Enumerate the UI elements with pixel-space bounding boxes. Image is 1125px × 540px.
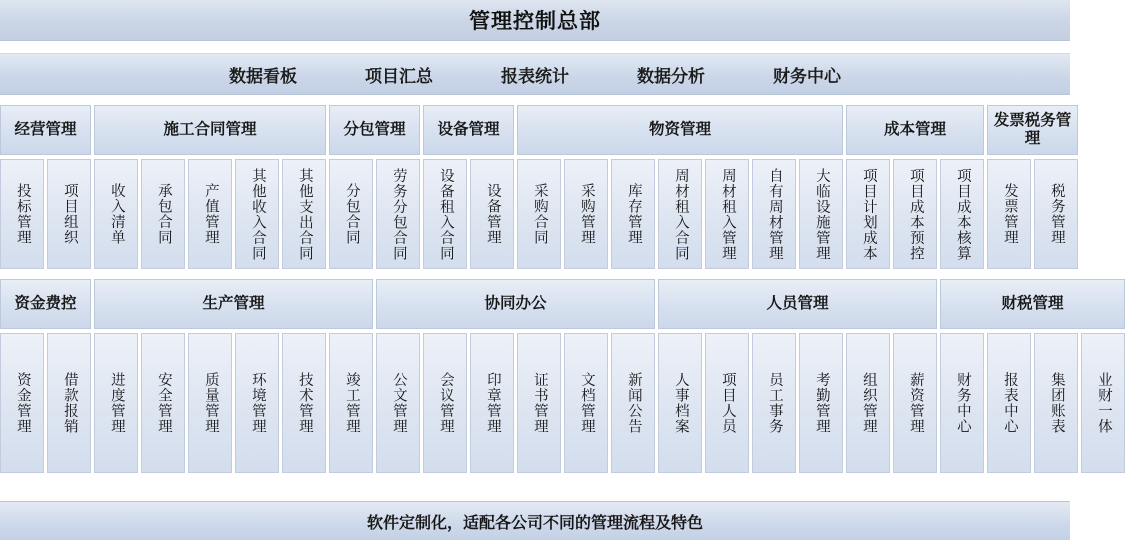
footer-bar — [0, 501, 1070, 540]
module-row-1 — [0, 105, 1070, 269]
module-group — [0, 105, 91, 269]
module-item-list — [940, 333, 1125, 473]
module-item[interactable]: 薪资管理 — [893, 333, 937, 473]
module-group-header[interactable]: 协同办公 — [376, 279, 655, 329]
module-item[interactable]: 大临设施管理 — [799, 159, 843, 269]
module-group-header[interactable]: 财税管理 — [940, 279, 1125, 329]
module-group — [94, 105, 326, 269]
module-item[interactable]: 采购管理 — [564, 159, 608, 269]
module-item[interactable]: 周材租入合同 — [658, 159, 702, 269]
module-item[interactable]: 项目组织 — [47, 159, 91, 269]
module-item-list — [329, 159, 420, 269]
module-item[interactable]: 设备管理 — [470, 159, 514, 269]
module-item[interactable]: 采购合同 — [517, 159, 561, 269]
module-item[interactable]: 其他支出合同 — [282, 159, 326, 269]
page-title-bar — [0, 0, 1070, 41]
module-item[interactable]: 印章管理 — [470, 333, 514, 473]
module-group — [846, 105, 984, 269]
module-group — [329, 105, 420, 269]
module-item[interactable]: 产值管理 — [188, 159, 232, 269]
module-group-header[interactable]: 成本管理 — [846, 105, 984, 155]
module-item[interactable]: 环境管理 — [235, 333, 279, 473]
module-item-list — [376, 333, 655, 473]
module-item[interactable]: 会议管理 — [423, 333, 467, 473]
module-item-list — [846, 159, 984, 269]
module-item-list — [94, 333, 373, 473]
module-item[interactable]: 自有周材管理 — [752, 159, 796, 269]
module-item[interactable]: 投标管理 — [0, 159, 44, 269]
module-item-list — [94, 159, 326, 269]
module-item[interactable]: 质量管理 — [188, 333, 232, 473]
module-item[interactable]: 项目成本预控 — [893, 159, 937, 269]
module-group-header[interactable]: 物资管理 — [517, 105, 843, 155]
module-item[interactable]: 资金管理 — [0, 333, 44, 473]
module-item[interactable]: 公文管理 — [376, 333, 420, 473]
module-item[interactable]: 借款报销 — [47, 333, 91, 473]
module-item-list — [0, 159, 91, 269]
module-item[interactable]: 项目人员 — [705, 333, 749, 473]
module-item[interactable]: 税务管理 — [1034, 159, 1078, 269]
nav-item[interactable]: 数据分析 — [637, 66, 705, 86]
module-group-header[interactable]: 资金费控 — [0, 279, 91, 329]
module-item[interactable]: 财务中心 — [940, 333, 984, 473]
module-item[interactable]: 人事档案 — [658, 333, 702, 473]
nav-item[interactable]: 数据看板 — [229, 66, 297, 86]
module-group-header[interactable]: 施工合同管理 — [94, 105, 326, 155]
module-group-header[interactable]: 经营管理 — [0, 105, 91, 155]
module-item[interactable]: 库存管理 — [611, 159, 655, 269]
module-item[interactable]: 员工事务 — [752, 333, 796, 473]
module-group-header[interactable]: 发票税务管理 — [987, 105, 1078, 155]
module-group — [423, 105, 514, 269]
module-item-list — [987, 159, 1078, 269]
module-row-2 — [0, 279, 1112, 473]
nav-item[interactable]: 报表统计 — [501, 66, 569, 86]
module-item[interactable]: 发票管理 — [987, 159, 1031, 269]
footer-text: 软件定制化，适配各公司不同的管理流程及特色 — [366, 514, 703, 532]
module-item[interactable]: 新闻公告 — [611, 333, 655, 473]
module-group-header[interactable]: 分包管理 — [329, 105, 420, 155]
module-item[interactable]: 文档管理 — [564, 333, 608, 473]
module-item[interactable]: 设备租入合同 — [423, 159, 467, 269]
module-item[interactable]: 安全管理 — [141, 333, 185, 473]
nav-item[interactable]: 项目汇总 — [365, 66, 433, 86]
page-title: 管理控制总部 — [469, 10, 601, 33]
module-item-list — [0, 333, 91, 473]
nav-item[interactable]: 财务中心 — [773, 66, 841, 86]
module-group — [940, 279, 1125, 473]
module-item[interactable]: 证书管理 — [517, 333, 561, 473]
module-group — [376, 279, 655, 473]
module-item[interactable]: 收入清单 — [94, 159, 138, 269]
module-item[interactable]: 组织管理 — [846, 333, 890, 473]
module-item[interactable]: 考勤管理 — [799, 333, 843, 473]
module-group-header[interactable]: 设备管理 — [423, 105, 514, 155]
module-item[interactable]: 项目计划成本 — [846, 159, 890, 269]
module-item-list — [423, 159, 514, 269]
module-item[interactable]: 周材租入管理 — [705, 159, 749, 269]
module-group — [0, 279, 91, 473]
module-group — [987, 105, 1078, 269]
module-group-header[interactable]: 生产管理 — [94, 279, 373, 329]
module-group — [517, 105, 843, 269]
module-item-list — [517, 159, 843, 269]
module-item[interactable]: 技术管理 — [282, 333, 326, 473]
module-item[interactable]: 其他收入合同 — [235, 159, 279, 269]
module-group — [658, 279, 937, 473]
module-item[interactable]: 项目成本核算 — [940, 159, 984, 269]
module-item[interactable]: 劳务分包合同 — [376, 159, 420, 269]
module-item[interactable]: 进度管理 — [94, 333, 138, 473]
top-nav — [0, 53, 1070, 95]
module-group-header[interactable]: 人员管理 — [658, 279, 937, 329]
module-item[interactable]: 竣工管理 — [329, 333, 373, 473]
module-item[interactable]: 报表中心 — [987, 333, 1031, 473]
module-item[interactable]: 集团账表 — [1034, 333, 1078, 473]
module-item[interactable]: 承包合同 — [141, 159, 185, 269]
module-item-list — [658, 333, 937, 473]
module-item[interactable]: 分包合同 — [329, 159, 373, 269]
module-item[interactable]: 业财一体 — [1081, 333, 1125, 473]
module-group — [94, 279, 373, 473]
